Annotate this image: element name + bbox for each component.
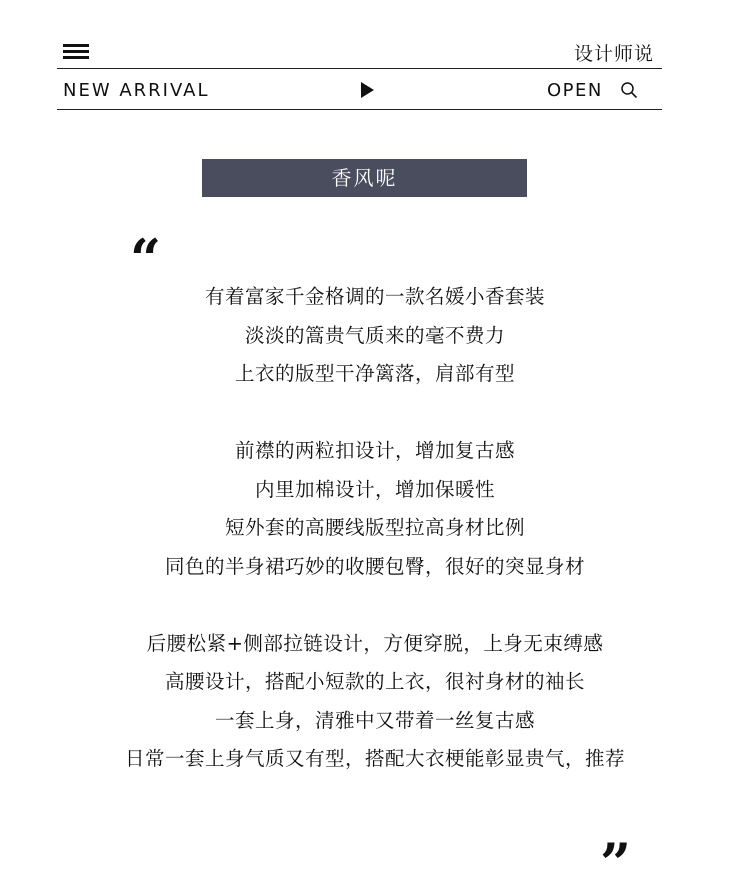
text-line: 内里加棉设计，增加保暖性	[254, 477, 495, 501]
close-quote-icon: ”	[600, 831, 632, 895]
search-icon[interactable]	[620, 81, 638, 99]
text-line: 同色的半身裙巧妙的收腰包臀，很好的突显身材	[164, 554, 585, 578]
play-icon[interactable]	[361, 82, 374, 98]
new-arrival-label: NEW ARRIVAL	[63, 80, 210, 101]
text-line: 后腰松紧+侧部拉链设计，方便穿脱，上身无束缚感	[146, 631, 604, 655]
text-line: 前襟的两粒扣设计，增加复古感	[234, 439, 515, 462]
menu-line	[63, 56, 89, 59]
open-button[interactable]: OPEN	[547, 80, 603, 101]
paragraph-gap	[0, 586, 736, 625]
description-text	[0, 278, 736, 779]
text-line: 日常一套上身气质又有型，搭配大衣梗能彰显贵气，推荐	[124, 747, 625, 770]
open-quote-icon: “	[130, 227, 162, 291]
section-title: 香风呢	[202, 159, 527, 197]
menu-line	[63, 44, 89, 47]
top-bar	[57, 36, 662, 69]
text-line: 上衣的版型干净篱落，肩部有型	[234, 362, 515, 385]
hamburger-menu-icon[interactable]	[63, 44, 89, 60]
text-line: 一套上身，清雅中又带着一丝复古感	[214, 708, 535, 732]
text-line: 有着富家千金格调的一款名媛小香套装	[204, 285, 545, 308]
text-line: 淡淡的篙贵气质来的毫不费力	[244, 323, 505, 347]
text-line: 高腰设计，搭配小短款的上衣，很衬身材的袖长	[164, 670, 585, 693]
page-title: 设计师说	[573, 43, 654, 65]
paragraph-gap	[0, 394, 736, 433]
menu-line	[63, 50, 89, 53]
text-line: 短外套的高腰线版型拉高身材比例	[224, 516, 525, 539]
nav-bar	[57, 69, 662, 110]
